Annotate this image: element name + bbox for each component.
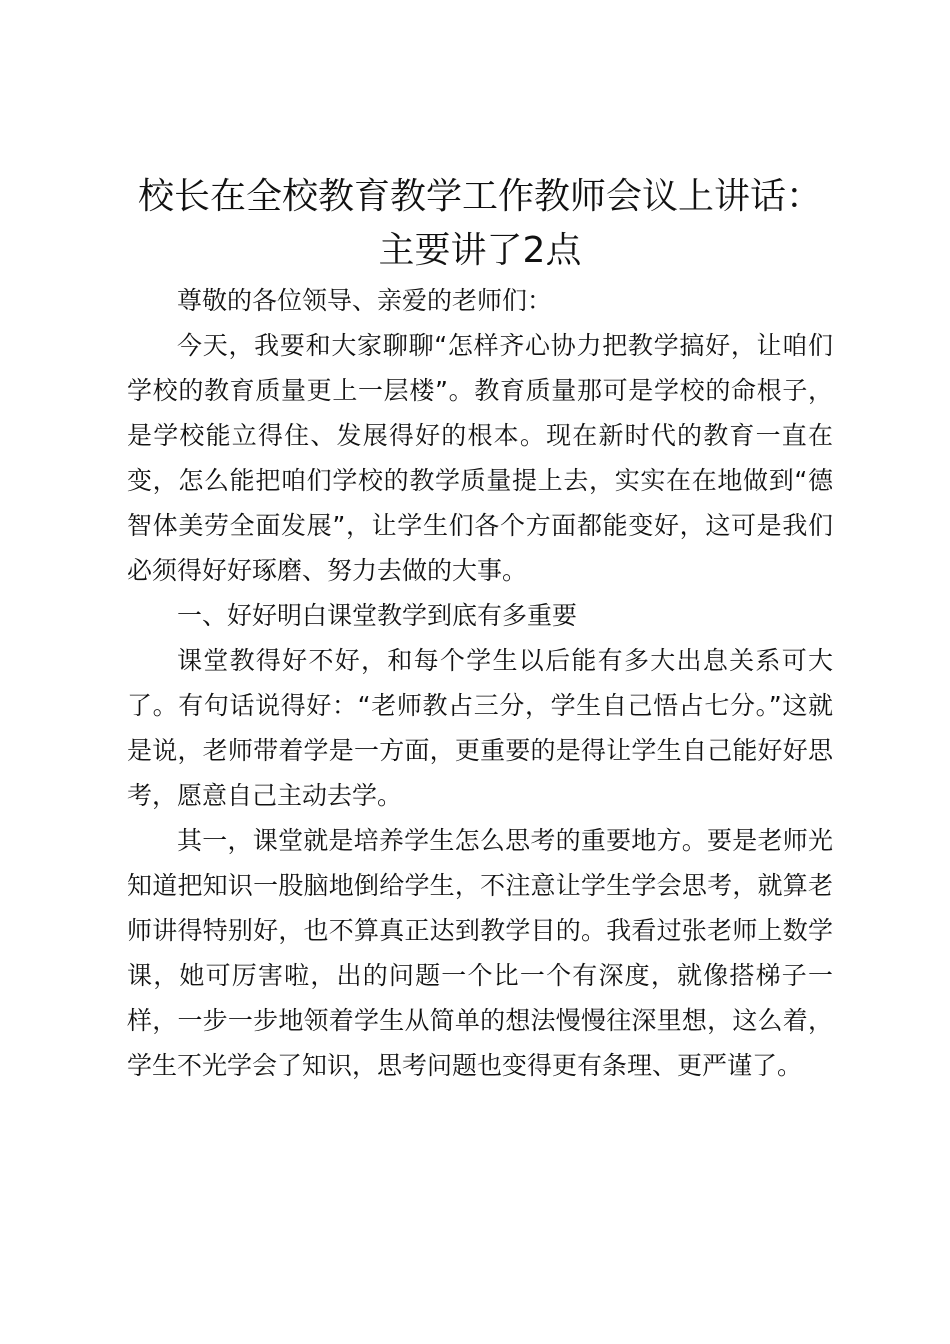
paragraph-classroom: 课堂教得好不好，和每个学生以后能有多大出息关系可大了。有句话说得好：“老师教占三分，学生自己悟占七分。”这就是说，老师带着学是一方面，更重要的是得让学生自己能好好思考，愿意自己主动去学。 [127,646,833,810]
paragraph-point-1: 其一，课堂就是培养学生怎么思考的重要地方。要是老师光知道把知识一股脑地倒给学生，不注意让学生学会思考，就算老师讲得特别好，也不算真正达到教学目的。我看过张老师上数学课，她可厉害啦，出的问题一个比一个有深度，就像搭梯子一样，一步一步地领着学生从简单的想法慢慢往深里想，这么着，学生不光学会了知识，思考问题也变得更有条理、更严谨了。 [127,826,833,1080]
section-heading-1: 一、好好明白课堂教学到底有多重要 [177,601,578,630]
document-body [127,278,833,1088]
document-title: 校长在全校教育教学工作教师会议上讲话：主要讲了2点 [137,176,822,271]
paragraph-intro: 今天，我要和大家聊聊“怎样齐心协力把教学搞好，让咱们学校的教育质量更上一层楼”。教育质量那可是学校的命根子，是学校能立得住、发展得好的根本。现在新时代的教育一直在变，怎么能把咱们学校的教学质量提上去，实实在在地做到“德智体美劳全面发展”，让学生们各个方面都能变好，这可是我们必须得好好琢磨、努力去做的大事。 [127,331,833,585]
salutation: 尊敬的各位领导、亲爱的老师们： [177,286,553,315]
